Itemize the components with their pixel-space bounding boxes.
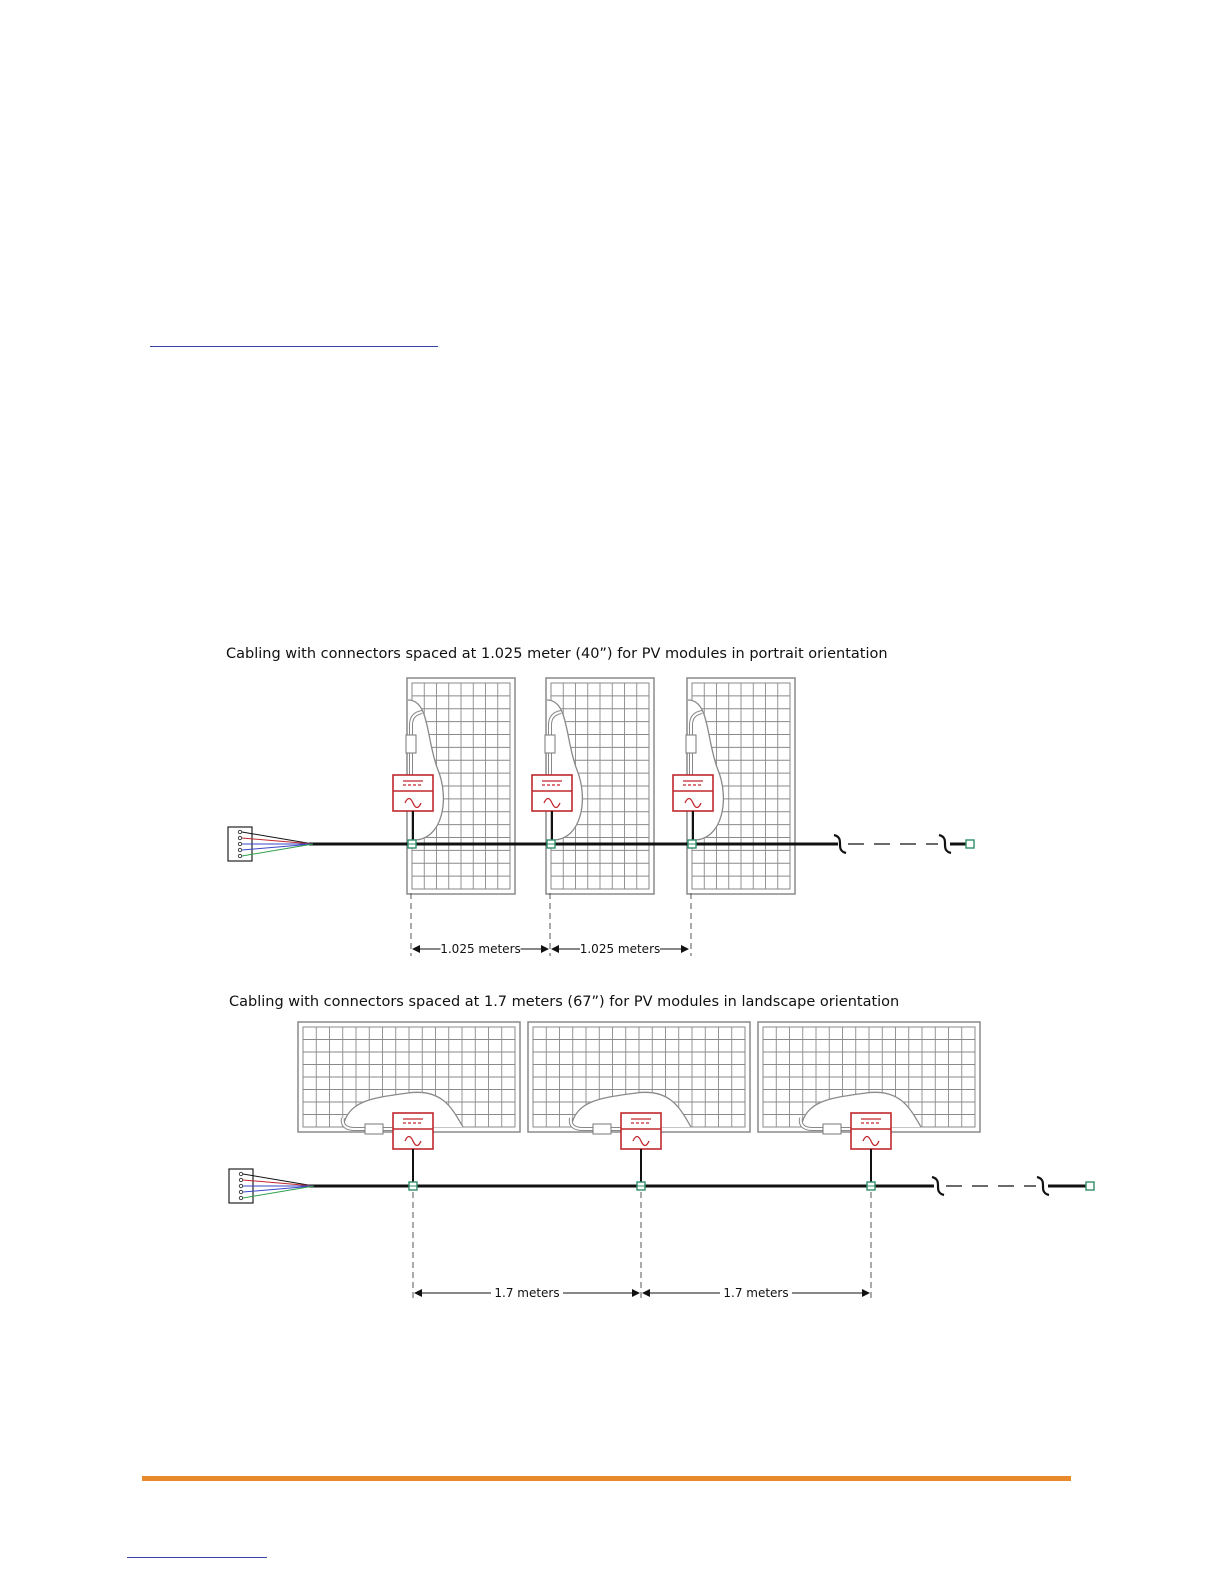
pv-module-landscape bbox=[298, 1022, 520, 1186]
portrait-dimension-label-1: 1.025 meters bbox=[440, 942, 521, 956]
end-cap bbox=[1086, 1182, 1094, 1190]
mc4-connector bbox=[365, 1124, 383, 1134]
trunk-connector bbox=[867, 1182, 875, 1190]
trunk-connector bbox=[408, 840, 416, 848]
landscape-caption: Cabling with connectors spaced at 1.7 meters (67”) for PV modules in landscape orientation bbox=[229, 994, 900, 1010]
footer-rule bbox=[142, 1476, 1071, 1481]
terminator-box bbox=[228, 827, 313, 861]
landscape-dimension-label-1: 1.7 meters bbox=[494, 1286, 560, 1300]
mc4-connector bbox=[545, 735, 555, 753]
landscape-dimension-label-2: 1.7 meters bbox=[723, 1286, 789, 1300]
landscape-diagram bbox=[229, 1022, 1094, 1298]
portrait-diagram bbox=[228, 678, 974, 956]
pv-module-landscape bbox=[528, 1022, 750, 1186]
microinverter bbox=[532, 775, 572, 811]
trunk-connector bbox=[409, 1182, 417, 1190]
terminator-box bbox=[229, 1169, 314, 1203]
mc4-connector bbox=[406, 735, 416, 753]
portrait-dimension-label-2: 1.025 meters bbox=[579, 942, 661, 956]
microinverter bbox=[851, 1113, 891, 1149]
break-mark-right bbox=[1037, 1177, 1049, 1195]
trunk-connector bbox=[637, 1182, 645, 1190]
break-mark-right bbox=[939, 835, 951, 853]
trunk-connector bbox=[688, 840, 696, 848]
mc4-connector bbox=[823, 1124, 841, 1134]
microinverter bbox=[393, 775, 433, 811]
mc4-connector bbox=[593, 1124, 611, 1134]
microinverter bbox=[621, 1113, 661, 1149]
portrait-caption: Cabling with connectors spaced at 1.025 meter (40”) for PV modules in portrait orientation bbox=[226, 646, 888, 662]
mc4-connector bbox=[686, 735, 696, 753]
link-underline-bottom bbox=[127, 1557, 267, 1558]
trunk-connector bbox=[547, 840, 555, 848]
pv-module-portrait bbox=[532, 678, 654, 894]
microinverter bbox=[393, 1113, 433, 1149]
microinverter bbox=[673, 775, 713, 811]
pv-module-portrait bbox=[673, 678, 795, 894]
pv-module-landscape bbox=[758, 1022, 980, 1186]
end-cap bbox=[966, 840, 974, 848]
pv-module-portrait bbox=[393, 678, 515, 894]
